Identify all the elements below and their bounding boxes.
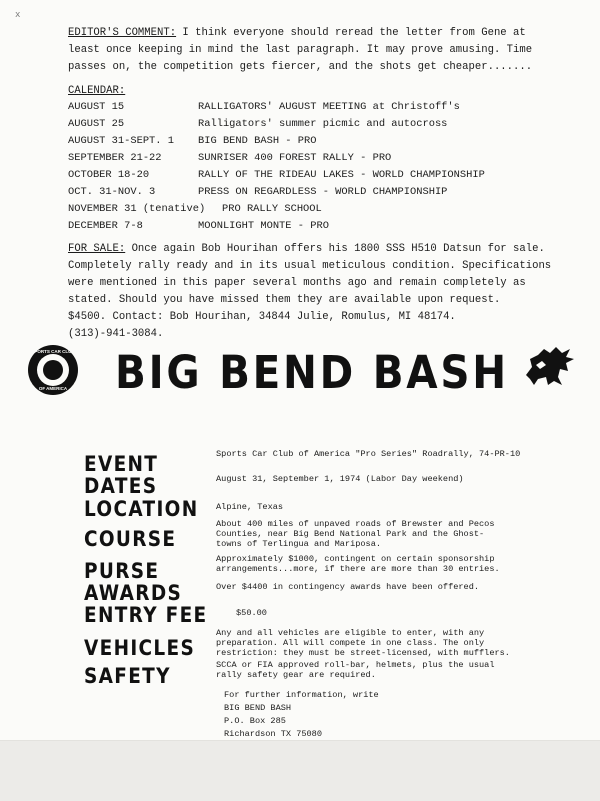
value-awards: Over $4400 in contingency awards have been offered. <box>216 582 480 592</box>
calendar-date: DECEMBER 7-8 <box>68 220 143 232</box>
for-sale-line-6: (313)-941-3084. <box>68 328 164 340</box>
logo-text-bottom: OF AMERICA <box>38 386 68 391</box>
calendar-date: SEPTEMBER 21-22 <box>68 152 162 164</box>
lion-emblem-icon <box>522 345 577 387</box>
editor-comment-line-1: I think everyone should reread the letter from Gene at <box>176 27 526 39</box>
for-sale-line-4: stated. Should you have missed them they are available upon request. <box>68 294 501 306</box>
for-sale-line-1: Once again Bob Hourihan offers his 1800 SSS H510 Datsun for sale. <box>125 243 545 255</box>
value-vehicles-1: Any and all vehicles are eligible to enter, with any <box>216 628 485 638</box>
value-course-2: Counties, near Big Bend National Park and the Ghost- <box>216 529 485 539</box>
value-safety-2: rally safety gear are required. <box>216 670 376 680</box>
page-title: BIG BEND BASH <box>115 346 509 399</box>
label-purse: PURSE <box>84 559 160 583</box>
contact-line-2: BIG BEND BASH <box>224 703 292 713</box>
value-course-1: About 400 miles of unpaved roads of Brewster and Pecos <box>216 519 495 529</box>
for-sale-line-5: $4500. Contact: Bob Hourihan, 34844 Julie, Romulus, MI 48174. <box>68 311 456 323</box>
editor-comment-line-3: passes on, the competition gets fiercer, and the shots get cheaper....... <box>68 61 533 73</box>
value-vehicles-2: preparation. All will compete in one class. The only <box>216 638 485 648</box>
editor-comment-label: EDITOR'S COMMENT: <box>68 27 177 39</box>
contact-line-1: For further information, write <box>224 690 379 700</box>
value-entry-fee: $50.00 <box>236 608 267 618</box>
value-course-3: towns of Terlingua and Mariposa. <box>216 539 382 549</box>
value-dates: August 31, September 1, 1974 (Labor Day weekend) <box>216 474 464 484</box>
contact-line-4: Richardson TX 75080 <box>224 729 322 739</box>
calendar-date: OCT. 31-NOV. 3 <box>68 186 156 198</box>
calendar-event: Ralligators' summer picmic and autocross <box>198 118 448 130</box>
calendar-event: RALLY OF THE RIDEAU LAKES - WORLD CHAMPIONSHIP <box>198 169 485 181</box>
label-vehicles: VEHICLES <box>84 636 196 660</box>
calendar-event: BIG BEND BASH - PRO <box>198 135 317 147</box>
label-event: EVENT <box>84 452 159 476</box>
corner-mark: x <box>15 10 21 20</box>
value-purse-2: arrangements...more, if there are more than 30 entries. <box>216 564 500 574</box>
calendar-event: SUNRISER 400 FOREST RALLY - PRO <box>198 152 392 164</box>
label-course: COURSE <box>84 527 177 551</box>
calendar-date: OCTOBER 18-20 <box>68 169 150 181</box>
label-location: LOCATION <box>84 497 199 521</box>
calendar-event: RALLIGATORS' AUGUST MEETING at Christoff's <box>198 101 460 113</box>
value-safety-1: SCCA or FIA approved roll-bar, helmets, plus the usual <box>216 660 495 670</box>
label-awards: AWARDS <box>84 581 183 605</box>
label-entry-fee: ENTRY FEE <box>84 603 208 627</box>
label-dates: DATES <box>84 474 158 498</box>
calendar-date: AUGUST 15 <box>68 101 125 113</box>
value-purse-1: Approximately $1000, contingent on certain sponsorship <box>216 554 495 564</box>
calendar-date: NOVEMBER 31 (tenative) <box>68 203 206 215</box>
calendar-event: MOONLIGHT MONTE - PRO <box>198 220 329 232</box>
page-bottom-margin <box>0 740 600 801</box>
calendar-date: AUGUST 31-SEPT. 1 <box>68 135 175 147</box>
calendar-event: PRO RALLY SCHOOL <box>222 203 322 215</box>
contact-line-3: P.O. Box 285 <box>224 716 286 726</box>
scca-logo <box>28 345 78 395</box>
editor-comment-line-2: least once keeping in mind the last paragraph. It may prove amusing. Time <box>68 44 533 56</box>
calendar-label: CALENDAR: <box>68 85 126 97</box>
value-location: Alpine, Texas <box>216 502 284 512</box>
for-sale-line-2: Completely rally ready and in its usual meticulous condition. Specifications <box>68 260 552 272</box>
logo-text-top: SPORTS CAR CLUB <box>31 349 75 354</box>
label-safety: SAFETY <box>84 664 171 688</box>
for-sale-line-3: were mentioned in this paper several months ago and remain completely as <box>68 277 526 289</box>
value-event: Sports Car Club of America "Pro Series" Roadrally, 74-PR-10 <box>216 449 521 459</box>
for-sale-label: FOR SALE: <box>68 243 126 255</box>
value-vehicles-3: restriction: they must be street-licensed, with mufflers. <box>216 648 510 658</box>
calendar-event: PRESS ON REGARDLESS - WORLD CHAMPIONSHIP <box>198 186 448 198</box>
calendar-date: AUGUST 25 <box>68 118 125 130</box>
